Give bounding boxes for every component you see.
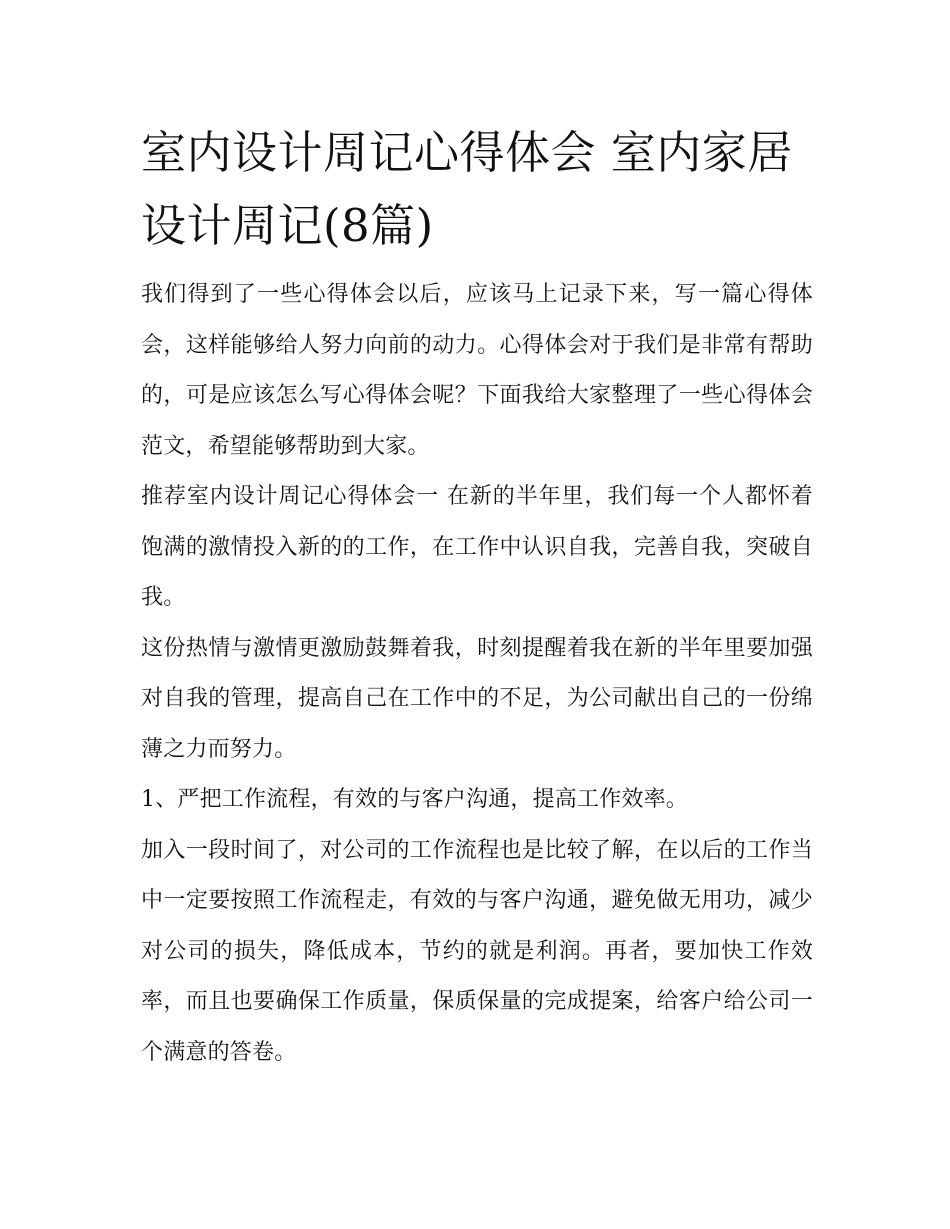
intro-paragraph: 我们得到了一些心得体会以后，应该马上记录下来，写一篇心得体会，这样能够给人努力向前的动力。心得体会对于我们是非常有帮助的，可是应该怎么写心得体会呢？下面我给大家整理了一些心得体会范文，希望能够帮助到大家。 (141, 282, 813, 459)
recommendation-paragraph: 推荐室内设计周记心得体会一 在新的半年里，我们每一个人都怀着饱满的激情投入新的的工作，在工作中认识自我，完善自我，突破自我。 (141, 484, 813, 610)
passion-paragraph: 这份热情与激情更激励鼓舞着我，时刻提醒着我在新的半年里要加强对自我的管理，提高自己在工作中的不足，为公司献出自己的一份绵薄之力而努力。 (141, 635, 813, 762)
document-body (141, 116, 813, 1078)
document-title: 室内设计周记心得体会 室内家居设计周记(8篇) (141, 126, 793, 252)
list-item-heading: 1、严把工作流程，有效的与客户沟通，提高工作效率。 (141, 787, 688, 812)
workflow-paragraph: 加入一段时间了，对公司的工作流程也是比较了解，在以后的工作当中一定要按照工作流程走，有效的与客户沟通，避免做无用功，减少对公司的损失，降低成本，节约的就是利润。再者，要加快工作效率，而且也要确保工作质量，保质保量的完成提案，给客户给公司一个满意的答卷。 (141, 837, 813, 1065)
